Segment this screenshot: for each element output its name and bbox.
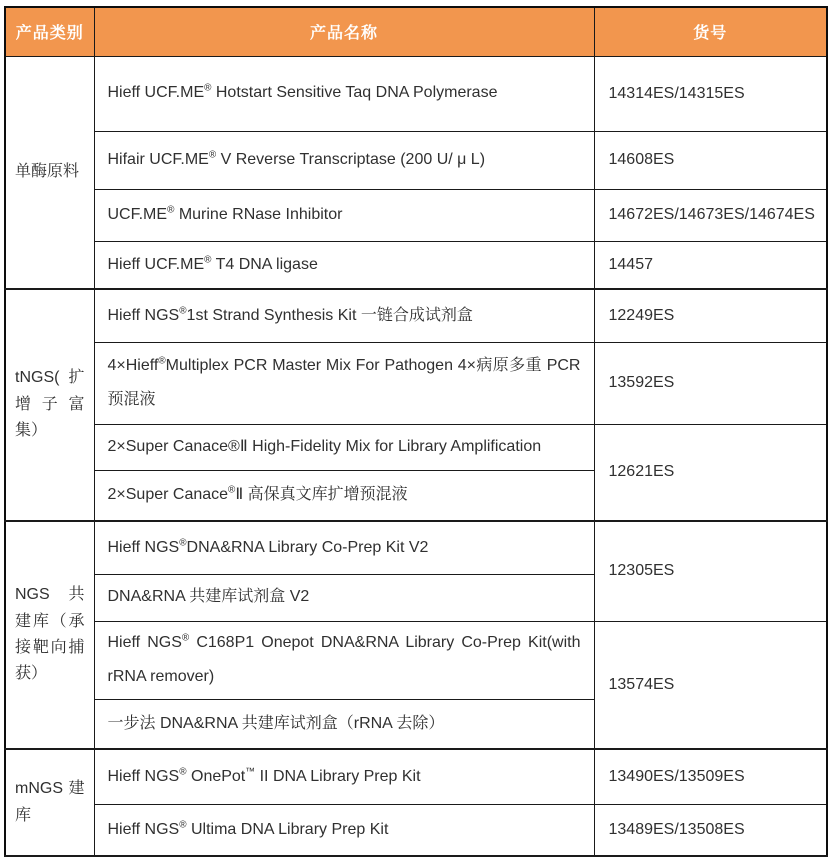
- product-name-cell: Hieff NGS®1st Strand Synthesis Kit 一链合成试剂盒: [94, 289, 594, 342]
- product-name-cell: 一步法 DNA&RNA 共建库试剂盒（rRNA 去除）: [94, 699, 594, 749]
- catalog-number-cell: 13574ES: [594, 621, 827, 749]
- product-name-cell: 2×Super Canace®Ⅱ 高保真文库扩增预混液: [94, 470, 594, 521]
- product-name-cell: UCF.ME® Murine RNase Inhibitor: [94, 189, 594, 241]
- column-header-catalog-number: 货号: [594, 7, 827, 56]
- category-cell: mNGS 建库: [5, 749, 94, 856]
- catalog-number-cell: 14457: [594, 241, 827, 289]
- category-cell: 单酶原料: [5, 56, 94, 289]
- catalog-number-cell: 13592ES: [594, 342, 827, 424]
- product-name-cell: Hieff NGS® C168P1 Onepot DNA&RNA Library Co-Prep Kit(with rRNA remover): [94, 621, 594, 699]
- table-row: [5, 342, 827, 424]
- column-header-product-name: 产品名称: [94, 7, 594, 56]
- catalog-number-cell: 14672ES/14673ES/14674ES: [594, 189, 827, 241]
- table-row: [5, 289, 827, 342]
- catalog-number-cell: 12249ES: [594, 289, 827, 342]
- catalog-number-cell: 14608ES: [594, 131, 827, 189]
- table-row: [5, 189, 827, 241]
- product-name-cell: Hieff NGS® OnePot™ II DNA Library Prep Kit: [94, 749, 594, 804]
- table-row: [5, 621, 827, 699]
- catalog-number-cell: 13489ES/13508ES: [594, 804, 827, 856]
- table-row: [5, 804, 827, 856]
- product-name-cell: DNA&RNA 共建库试剂盒 V2: [94, 574, 594, 621]
- product-name-cell: Hieff NGS® Ultima DNA Library Prep Kit: [94, 804, 594, 856]
- category-cell: tNGS(扩增子富集）: [5, 289, 94, 521]
- table-row: [5, 521, 827, 574]
- product-name-cell: 2×Super Canace®Ⅱ High-Fidelity Mix for Library Amplification: [94, 424, 594, 470]
- table-row: [5, 749, 827, 804]
- product-name-cell: Hieff NGS®DNA&RNA Library Co-Prep Kit V2: [94, 521, 594, 574]
- product-name-cell: 4×Hieff®Multiplex PCR Master Mix For Pathogen 4×病原多重 PCR 预混液: [94, 342, 594, 424]
- table-header: [5, 7, 827, 56]
- product-name-cell: Hieff UCF.ME® Hotstart Sensitive Taq DNA Polymerase: [94, 56, 594, 131]
- header-row: [5, 7, 827, 56]
- catalog-number-cell: 12305ES: [594, 521, 827, 621]
- product-name-cell: Hifair UCF.ME® V Reverse Transcriptase (200 U/ μ L): [94, 131, 594, 189]
- catalog-number-cell: 13490ES/13509ES: [594, 749, 827, 804]
- catalog-number-cell: 12621ES: [594, 424, 827, 521]
- table-row: [5, 424, 827, 470]
- catalog-number-cell: 14314ES/14315ES: [594, 56, 827, 131]
- table-row: [5, 56, 827, 131]
- table-body: [5, 56, 827, 856]
- product-name-cell: Hieff UCF.ME® T4 DNA ligase: [94, 241, 594, 289]
- table-row: [5, 241, 827, 289]
- product-table: [4, 6, 828, 857]
- category-cell: NGS 共建库（承接靶向捕获）: [5, 521, 94, 749]
- column-header-category: 产品类别: [5, 7, 94, 56]
- table-row: [5, 131, 827, 189]
